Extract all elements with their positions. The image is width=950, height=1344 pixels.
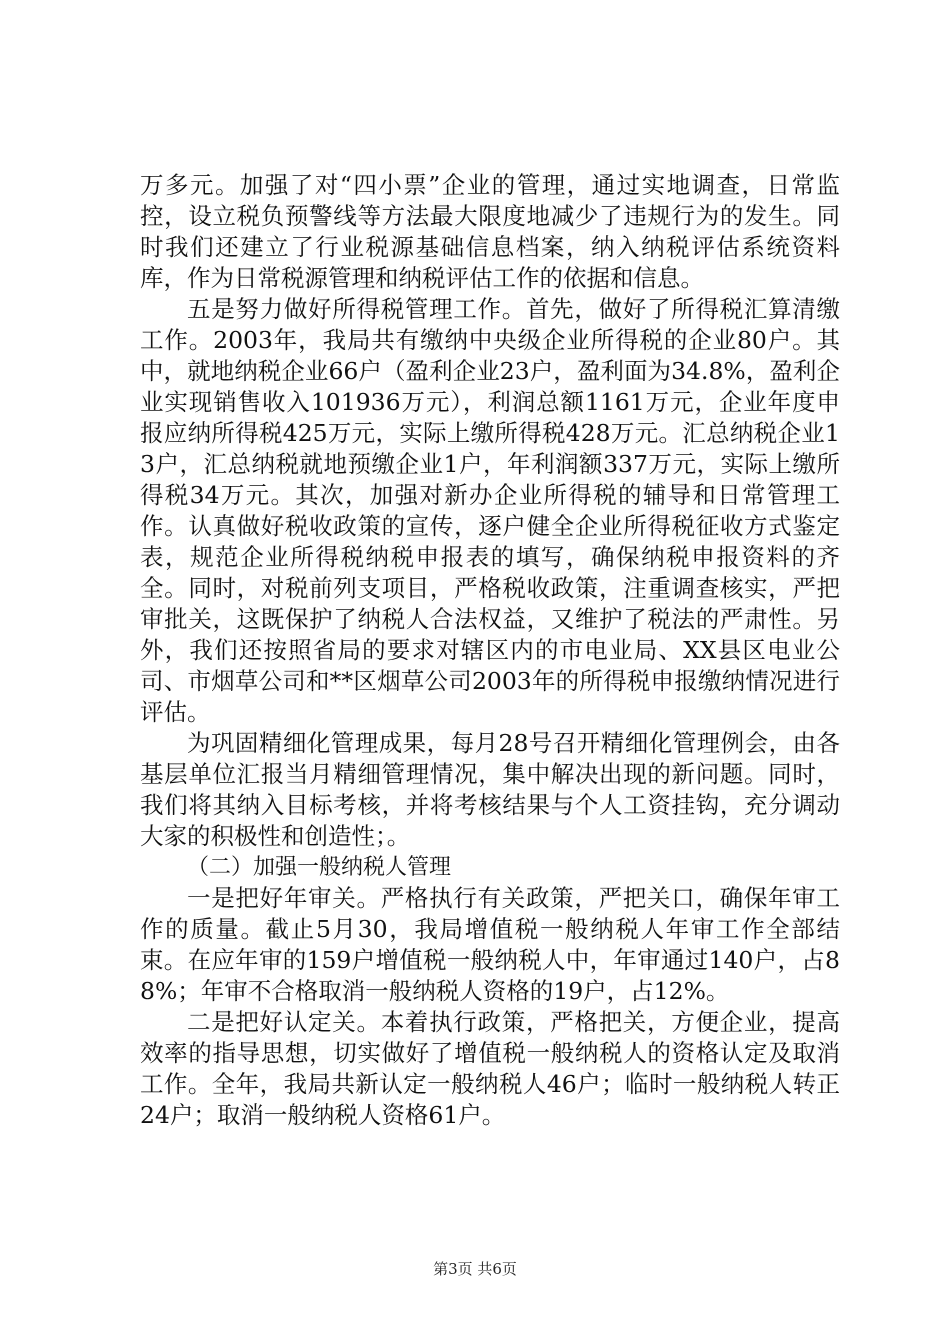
paragraph-1: 万多元。加强了对“四小票”企业的管理，通过实地调查，日常监控，设立税负预警线等方法最大限度地减少了违规行为的发生。同时我们还建立了行业税源基础信息档案，纳入纳税评估系统资料库，作为日常税源管理和纳税评估工作的依据和信息。 [140,171,840,292]
document-body [140,170,840,1131]
section-heading: （二）加强一般纳税人管理 [187,855,452,880]
paragraph-4: 一是把好年审关。严格执行有关政策，严把关口，确保年审工作的质量。截止5月30，我局增值税一般纳税人年审工作全部结束。在应年审的159户增值税一般纳税人中，年审通过140户，占88%；年审不合格取消一般纳税人资格的19户，占12%。 [140,884,840,1005]
page-footer: 第3页 共6页 [433,1260,517,1278]
paragraph-5: 二是把好认定关。本着执行政策，严格把关，方便企业，提高效率的指导思想，切实做好了增值税一般纳税人的资格认定及取消工作。全年，我局共新认定一般纳税人46户；临时一般纳税人转正24户；取消一般纳税人资格61户。 [140,1008,840,1129]
paragraph-3: 为巩固精细化管理成果，每月28号召开精细化管理例会，由各基层单位汇报当月精细管理情况，集中解决出现的新问题。同时，我们将其纳入目标考核，并将考核结果与个人工资挂钩，充分调动大家的积极性和创造性；。 [140,729,840,850]
paragraph-2: 五是努力做好所得税管理工作。首先，做好了所得税汇算清缴工作。2003年，我局共有缴纳中央级企业所得税的企业80户。其中，就地纳税企业66户（盈利企业23户，盈利面为34.8%，盈利企业实现销售收入101936万元），利润总额1161万元，企业年度申报应纳所得税425万元，实际上缴所得税428万元。汇总纳税企业13户，汇总纳税就地预缴企业1户，年利润额337万元，实际上缴所得税34万元。其次，加强对新办企业所得税的辅导和日常管理工作。认真做好税收政策的宣传，逐户健全企业所得税征收方式鉴定表，规范企业所得税纳税申报表的填写，确保纳税申报资料的齐全。同时，对税前列支项目，严格税收政策，注重调查核实，严把审批关，这既保护了纳税人合法权益，又维护了税法的严肃性。另外，我们还按照省局的要求对辖区内的市电业局、XX县区电业公司、市烟草公司和**区烟草公司2003年的所得税申报缴纳情况进行评估。 [140,295,840,726]
